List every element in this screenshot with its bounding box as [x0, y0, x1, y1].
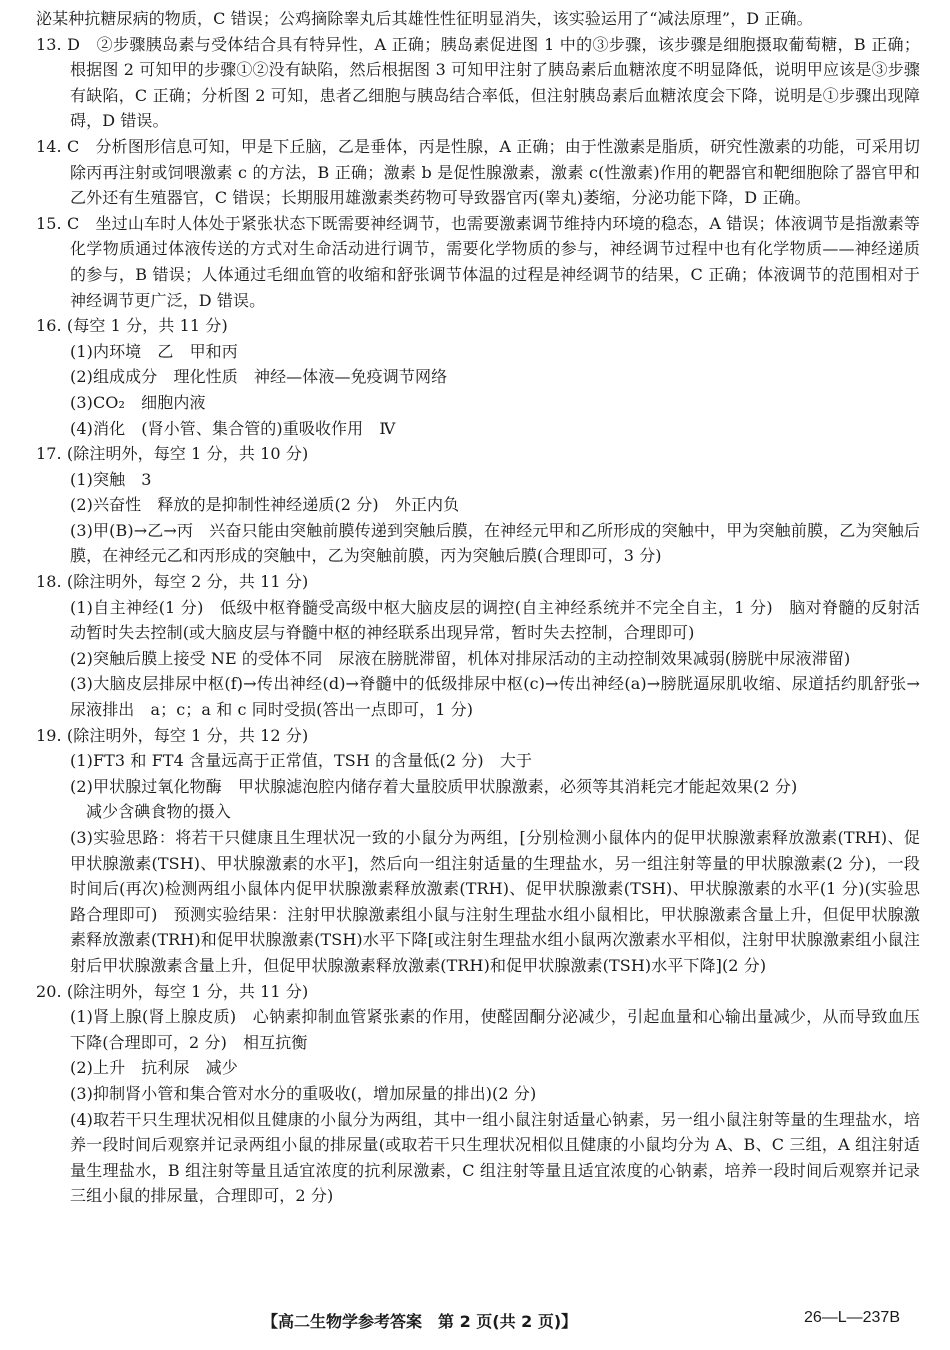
answer-16-1: (1)内环境 乙 甲和丙: [70, 341, 238, 361]
answer-20-4: (4)取若干只生理状况相似且健康的小鼠分为两组，其中一组小鼠注射适量心钠素，另一组小鼠注射等量的生理盐水，培养一段时间后观察并记录两组小鼠的排尿量(或取若干只生理状况相似且健康的小鼠均分为 A、B、C 三组，A 组注射适量生理盐水，B 组注射等量且适宜浓度的抗利尿激素，C 组注射等量且适宜浓度的心钠素，培养一段时间后观察并记录三组小鼠的排尿量，合理即可，2 分): [70, 1109, 920, 1206]
footer-code: 26—L—237B: [803, 1309, 900, 1326]
answer-19-1: (1)FT3 和 FT4 含量远高于正常值，TSH 的含量低(2 分) 大于: [70, 751, 533, 771]
answer-17-3: (3)甲(B)→乙→丙 兴奋只能由突触前膜传递到突触后膜，在神经元甲和乙所形成的突触中，甲为突触前膜，乙为突触后膜，在神经元乙和丙形成的突触中，乙为突触前膜，丙为突触后膜(合理即可，3 分): [70, 520, 920, 566]
lead-paragraph: 泌某种抗糖尿病的物质，C 错误；公鸡摘除睾丸后其雄性性征明显消失，该实验运用了“减法原理”，D 正确。: [36, 9, 813, 28]
answer-18-2: (2)突触后膜上接受 NE 的受体不同 尿液在膀胱滞留，机体对排尿活动的主动控制效果减弱(膀胱中尿液滞留): [70, 648, 851, 668]
answer-19-head: 19. (除注明外，每空 1 分，共 12 分): [36, 725, 309, 745]
answer-14: 14. C 分析图形信息可知，甲是下丘脑，乙是垂体，丙是性腺，A 正确；由于性激素是脂质，研究性激素的功能，可采用切除丙再注射或饲喂激素 c 的方法，B 正确；激素 b 是促性腺激素，激素 c(性激素)作用的靶器官和靶细胞除了器官甲和乙外还有生殖器官，C 错误；长期服用雄激素类药物可导致器官丙(睾丸)萎缩，分泌功能下降，D 正确。: [36, 136, 920, 208]
answer-20-1: (1)肾上腺(肾上腺皮质) 心钠素抑制血管紧张素的作用，使醛固酮分泌减少，引起血量和心输出量减少，从而导致血压下降(合理即可，2 分) 相互抗衡: [70, 1007, 920, 1052]
footer-title: 【高二生物学参考答案 第 2 页(共 2 页)】: [262, 1312, 578, 1331]
answer-17-head: 17. (除注明外，每空 1 分，共 10 分): [36, 444, 309, 464]
answer-16-head: 16. (每空 1 分，共 11 分): [36, 316, 228, 336]
answer-19-2: (2)甲状腺过氧化物酶 甲状腺滤泡腔内储存着大量胶质甲状腺激素，必须等其消耗完才能起效果(2 分): [70, 776, 798, 796]
answer-16-3: (3)CO₂ 细胞内液: [70, 392, 206, 412]
answer-15: 15. C 坐过山车时人体处于紧张状态下既需要神经调节，也需要激素调节维持内环境的稳态，A 错误；体液调节是指激素等化学物质通过体液传送的方式对生命活动进行调节，需要化学物质的参与，神经调节过程中也有化学物质——神经递质的参与，B 错误；人体通过毛细血管的收缩和舒张调节体温的过程是神经调节的结果，C 正确；体液调节的范围相对于神经调节更广泛，D 错误。: [36, 213, 920, 310]
answer-content: [36, 6, 920, 1209]
answer-17-2: (2)兴奋性 释放的是抑制性神经递质(2 分) 外正内负: [70, 495, 460, 515]
answer-19-2b: 减少含碘食物的摄入: [86, 802, 231, 822]
answer-20-head: 20. (除注明外，每空 1 分，共 11 分): [36, 981, 309, 1001]
page-footer: [0, 1309, 950, 1339]
answer-17-1: (1)突触 3: [70, 469, 152, 489]
answer-16-4: (4)消化 (肾小管、集合管的)重吸收作用 Ⅳ: [70, 418, 396, 438]
answer-18-head: 18. (除注明外，每空 2 分，共 11 分): [36, 572, 309, 592]
answer-16-2: (2)组成成分 理化性质 神经—体液—免疫调节网络: [70, 367, 448, 387]
answer-18-1: (1)自主神经(1 分) 低级中枢脊髓受高级中枢大脑皮层的调控(自主神经系统并不完全自主，1 分) 脑对脊髓的反射活动暂时失去控制(或大脑皮层与脊髓中枢的神经联系出现异常，暂时失去控制，合理即可): [70, 597, 920, 643]
answer-13: 13. D ②步骤胰岛素与受体结合具有特异性，A 正确；胰岛素促进图 1 中的③步骤，该步骤是细胞摄取葡萄糖，B 正确；根据图 2 可知甲的步骤①②没有缺陷，然后根据图 3 可知甲注射了胰岛素后血糖浓度不明显降低，说明甲应该是③步骤有缺陷，C 正确；分析图 2 可知，患者乙细胞与胰岛结合率低，但注射胰岛素后血糖浓度会下降，说明是①步骤出现障碍，D 错误。: [36, 34, 920, 131]
answer-20-3: (3)抑制肾小管和集合管对水分的重吸收(，增加尿量的排出)(2 分): [70, 1083, 537, 1103]
answer-19-3: (3)实验思路：将若干只健康且生理状况一致的小鼠分为两组，[分别检测小鼠体内的促甲状腺激素释放激素(TRH)、促甲状腺激素(TSH)、甲状腺激素的水平]，然后向一组注射适量的生理盐水，另一组注射等量的甲状腺激素(2 分)，一段时间后(再次)检测两组小鼠体内促甲状腺激素释放激素(TRH)、促甲状腺激素(TSH)、甲状腺激素的水平(1 分)(实验思路合理即可) 预测实验结果：注射甲状腺激素组小鼠与注射生理盐水组小鼠相比，甲状腺激素含量上升，但促甲状腺激素释放激素(TRH)和促甲状腺激素(TSH)水平下降[或注射生理盐水组小鼠两次激素水平相似，注射甲状腺激素组小鼠注射后甲状腺激素含量上升，但促甲状腺激素释放激素(TRH)和促甲状腺激素(TSH)水平下降](2 分): [70, 828, 920, 975]
answer-20-2: (2)上升 抗利尿 减少: [70, 1058, 238, 1078]
answer-18-3: (3)大脑皮层排尿中枢(f)→传出神经(d)→脊髓中的低级排尿中枢(c)→传出神经(a)→膀胱逼尿肌收缩、尿道括约肌舒张→尿液排出 a；c；a 和 c 同时受损(答出一点即可，1 分): [70, 674, 920, 720]
